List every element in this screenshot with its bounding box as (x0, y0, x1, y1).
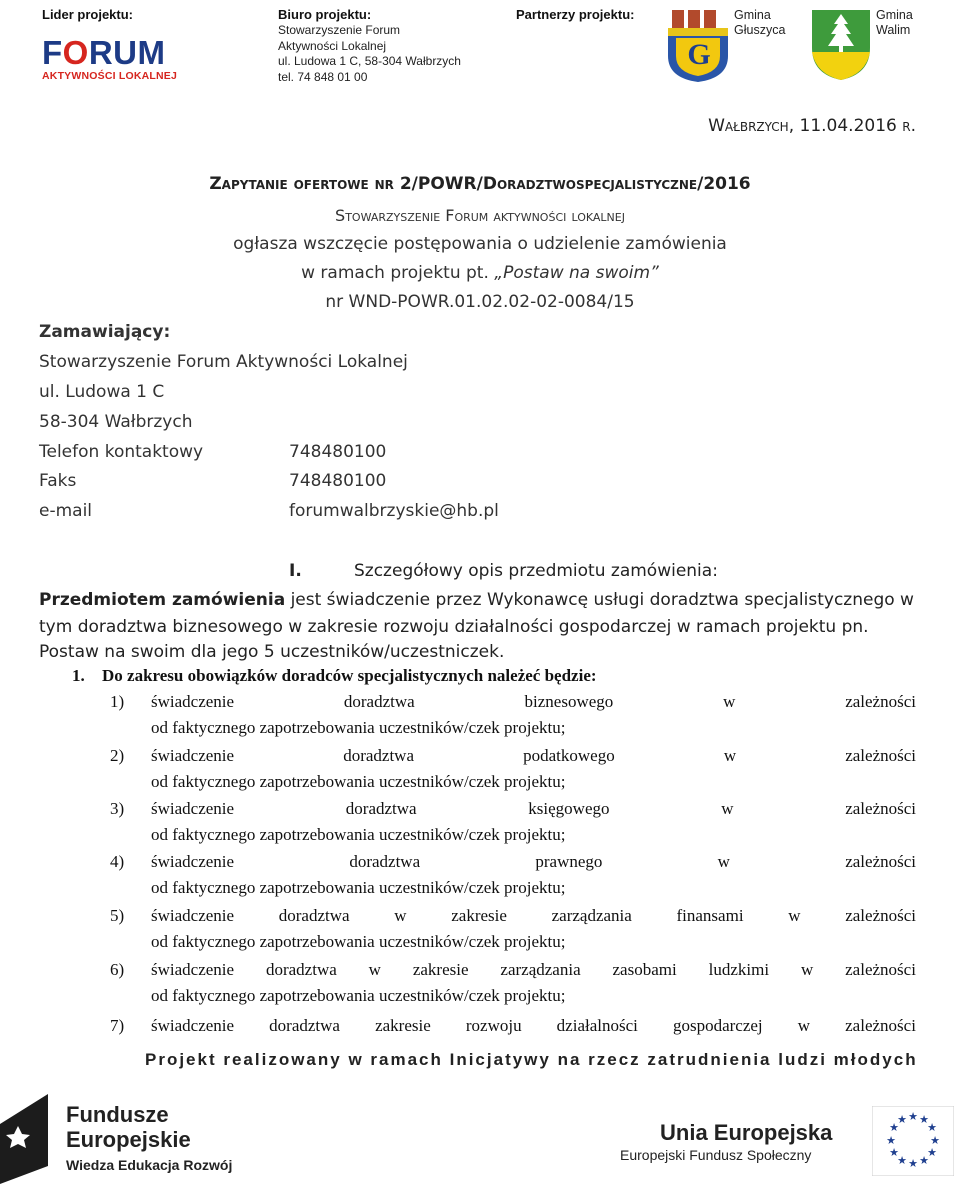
item-word: zależności (845, 852, 916, 871)
forum-logo (42, 36, 182, 84)
item-word: zależności (845, 799, 916, 818)
project-name: „Postaw na swoim” (494, 263, 659, 283)
office-label: Biuro projektu: (278, 7, 372, 22)
sub-heading: Do zakresu obowiązków doradców specjalistycznych należeć będzie: (102, 666, 597, 685)
item-word: świadczenie (151, 1016, 235, 1035)
announce-line: ogłasza wszczęcie postępowania o udzielenie zamówienia (233, 234, 727, 254)
office-line: Aktywności Lokalnej (278, 38, 387, 53)
item-word: w (394, 906, 407, 925)
item-word: w (723, 692, 736, 711)
partner-walim (876, 8, 913, 38)
item-word: w (800, 960, 814, 979)
phone-value: 748480100 (289, 442, 387, 462)
item-line2: od faktycznego zapotrzebowania uczestników/czek projektu; (151, 825, 566, 844)
item-number: 1) (110, 692, 125, 711)
partner-walim-line2: Walim (876, 23, 911, 37)
item-word: zasobami (612, 960, 677, 979)
fax-label: Faks (39, 471, 77, 491)
intro-bold: Przedmiotem zamówienia (39, 590, 286, 610)
forum-logo-subtitle: AKTYWNOŚCI LOKALNEJ (42, 70, 178, 82)
fundusze-europejskie-emblem-icon (0, 1094, 56, 1184)
item-number: 7) (110, 1016, 125, 1035)
forum-logo-o: O (62, 34, 89, 71)
item-word: świadczenie (151, 852, 235, 871)
item-word: finansami (676, 906, 744, 925)
leader-label: Lider projektu: (42, 7, 134, 22)
email-value: forumwalbrzyskie@hb.pl (289, 501, 499, 521)
svg-text:★: ★ (927, 1121, 937, 1134)
item-line2: od faktycznego zapotrzebowania uczestników/czek projektu; (151, 718, 566, 737)
office-address (278, 23, 461, 85)
item-word: świadczenie (151, 906, 235, 925)
list-item (151, 746, 916, 766)
svg-text:★: ★ (908, 1157, 918, 1170)
item-word: doradztwa (278, 906, 350, 925)
item-word: w (788, 906, 801, 925)
item-number: 2) (110, 746, 125, 765)
list-item (151, 852, 916, 872)
section-heading: Szczegółowy opis przedmiotu zamówienia: (354, 561, 718, 581)
item-word: w (797, 1016, 811, 1035)
item-word: zakresie (451, 906, 507, 925)
item-word: świadczenie (151, 746, 235, 765)
intro-line-2: tym doradztwa biznesowego w zakresie rozwoju działalności gospodarczej w ramach projektu pn. (39, 617, 869, 637)
contractor-label: Zamawiający: (39, 322, 171, 342)
forum-logo-rum: RUM (88, 34, 166, 71)
contractor-city: 58-304 Wałbrzych (39, 412, 193, 432)
contractor-street: ul. Ludowa 1 C (39, 382, 165, 402)
item-word: w (723, 746, 737, 765)
svg-text:★: ★ (919, 1154, 929, 1167)
sub-number: 1. (72, 666, 85, 685)
svg-text:★: ★ (897, 1113, 907, 1126)
item-word: zakresie (412, 960, 469, 979)
item-word: zarządzania (551, 906, 632, 925)
ue-line1: Unia Europejska (660, 1120, 833, 1145)
fe-line1: Fundusze (66, 1102, 169, 1127)
partner-gluszyca-line2: Głuszyca (734, 23, 786, 37)
phone-label: Telefon kontaktowy (39, 442, 204, 462)
project-line (0, 263, 960, 283)
gluszyca-crest-letter: G (687, 38, 711, 71)
item-word: zakresie (375, 1016, 431, 1035)
item-word: doradztwa (349, 852, 421, 871)
office-line: ul. Ludowa 1 C, 58-304 Wałbrzych (278, 54, 461, 68)
svg-text:★: ★ (886, 1134, 896, 1147)
list-item (151, 906, 916, 926)
intro-line-1 (39, 590, 919, 610)
item-word: doradztwa (269, 1016, 340, 1035)
item-word: biznesowego (524, 692, 614, 711)
item-number: 3) (110, 799, 125, 818)
partners-label: Partnerzy projektu: (516, 7, 635, 22)
item-word: w (717, 852, 730, 871)
item-line2: od faktycznego zapotrzebowania uczestników/czek projektu; (151, 878, 566, 897)
gluszyca-crest-icon (666, 8, 732, 84)
partner-gluszyca-line1: Gmina (734, 8, 771, 22)
item-number: 6) (110, 960, 125, 979)
item-word: prawnego (535, 852, 603, 871)
list-item (151, 692, 916, 712)
eu-flag-icon (872, 1106, 954, 1176)
item-word: zależności (845, 960, 916, 979)
item-number: 5) (110, 906, 125, 925)
list-item (151, 799, 916, 819)
svg-text:★: ★ (927, 1146, 937, 1159)
item-word: podatkowego (523, 746, 615, 765)
organization-line: Stowarzyszenie Forum aktywności lokalnej (335, 206, 625, 225)
document-date: Wałbrzych, 11.04.2016 r. (708, 116, 916, 136)
item-word: rozwoju (465, 1016, 522, 1035)
forum-logo-f: F (42, 34, 63, 71)
item-word: zarządzania (500, 960, 581, 979)
item-line2: od faktycznego zapotrzebowania uczestników/czek projektu; (151, 986, 566, 1005)
item-word: doradztwa (343, 746, 414, 765)
list-item (151, 1016, 916, 1036)
item-word: w (721, 799, 734, 818)
item-word: doradztwa (345, 799, 417, 818)
item-word: działalności (556, 1016, 638, 1035)
intro-rest: jest świadczenie przez Wykonawcę usługi doradztwa specjalistycznego w (285, 590, 914, 610)
project-number: nr WND-POWR.01.02.02-02-0084/15 (325, 292, 635, 312)
project-prefix: w ramach projektu pt. (301, 263, 495, 283)
item-word: ludzkimi (708, 960, 770, 979)
fax-value: 748480100 (289, 471, 387, 491)
item-word: świadczenie (151, 960, 235, 979)
item-word: doradztwa (343, 692, 415, 711)
item-word: księgowego (528, 799, 610, 818)
ue-line2: Europejski Fundusz Społeczny (620, 1147, 812, 1163)
intro-line-3: Postaw na swoim dla jego 5 uczestników/uczestniczek. (39, 642, 505, 662)
partner-gluszyca (734, 8, 785, 38)
item-word: w (368, 960, 381, 979)
item-word: zależności (845, 692, 916, 711)
partner-walim-line1: Gmina (876, 8, 913, 22)
svg-text:★: ★ (889, 1146, 899, 1159)
section-number: I. (289, 561, 302, 581)
item-line2: od faktycznego zapotrzebowania uczestników/czek projektu; (151, 932, 566, 951)
svg-text:★: ★ (908, 1110, 918, 1123)
office-line: tel. 74 848 01 00 (278, 69, 368, 84)
item-word: zależności (845, 906, 916, 925)
item-word: gospodarczej (672, 1016, 763, 1035)
svg-text:★: ★ (897, 1154, 907, 1167)
item-line2: od faktycznego zapotrzebowania uczestników/czek projektu; (151, 772, 566, 791)
list-item (151, 960, 916, 980)
contractor-name: Stowarzyszenie Forum Aktywności Lokalnej (39, 352, 408, 372)
office-line: Stowarzyszenie Forum (278, 23, 401, 37)
svg-text:★: ★ (930, 1134, 940, 1147)
item-number: 4) (110, 852, 125, 871)
fe-line3: Wiedza Edukacja Rozwój (66, 1157, 233, 1173)
email-label: e-mail (39, 501, 93, 521)
item-word: zależności (845, 1016, 916, 1035)
item-word: świadczenie (151, 692, 235, 711)
footer-project-strip: Projekt realizowany w ramach Inicjatywy na rzecz zatrudnienia ludzi młodych (145, 1050, 918, 1069)
walim-crest-icon (810, 8, 872, 82)
fe-line2: Europejskie (66, 1127, 191, 1152)
svg-text:★: ★ (919, 1113, 929, 1126)
item-word: zależności (845, 746, 916, 765)
document-title: Zapytanie ofertowe nr 2/POWR/Doradztwospecjalistyczne/2016 (209, 174, 751, 194)
item-word: świadczenie (151, 799, 235, 818)
item-word: doradztwa (265, 960, 337, 979)
svg-text:★: ★ (889, 1121, 899, 1134)
